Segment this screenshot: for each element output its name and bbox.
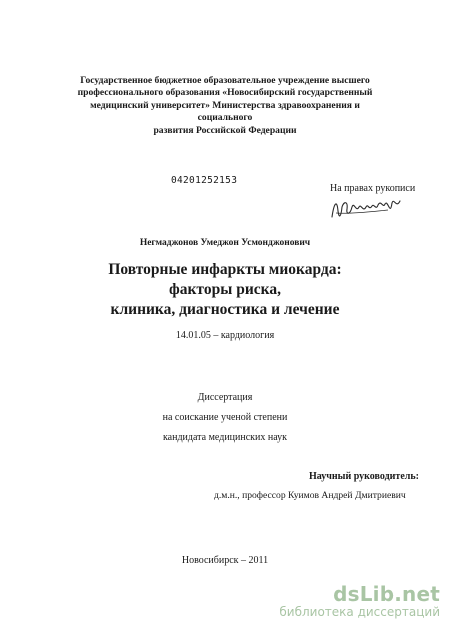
dissertation-degree-block [0, 388, 450, 448]
document-number: 04201252153 [171, 175, 238, 186]
degree-line-1: Диссертация [197, 392, 253, 403]
handwritten-signature [328, 195, 408, 223]
header-line-4: развития Российской Федерации [153, 124, 297, 136]
dissertation-title [80, 260, 370, 320]
header-line-1: Государственное бюджетное образовательное учреждение высшего [80, 75, 370, 86]
title-line-1: Повторные инфаркты миокарда: факторы риска, [108, 261, 342, 298]
header-line-3: медицинский университет» Министерства здравоохранения и социального [90, 99, 360, 124]
degree-line-3: кандидата медицинских наук [162, 432, 288, 443]
author-name: Негмаджонов Умеджон Усмонджонович [139, 238, 311, 248]
specialty-code: 14.01.05 – кардиология [175, 330, 275, 341]
title-line-2: клиника, диагностика и лечение [110, 301, 340, 318]
watermark-logo: dsLib.net [333, 582, 440, 606]
supervisor-label: Научный руководитель: [309, 471, 419, 482]
institution-header [70, 75, 380, 137]
rights-notice: На правах рукописи [330, 183, 416, 194]
watermark[interactable] [270, 583, 440, 623]
supervisor-name: д.м.н., профессор Куимов Андрей Дмитриевич [214, 490, 406, 501]
watermark-subtitle: библиотека диссертаций [279, 605, 440, 619]
header-line-2: профессионального образования «Новосибирский государственный [77, 87, 373, 99]
city-year: Новосибирск – 2011 [181, 555, 269, 566]
degree-line-2: на соискание ученой степени [162, 412, 288, 423]
